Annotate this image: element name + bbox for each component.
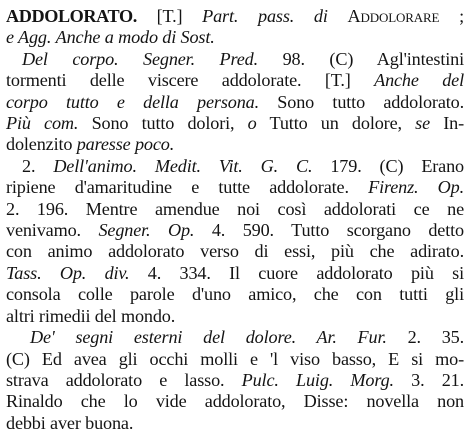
entry-line-6 [6,113,464,134]
italic-run: Firenz. Op. [368,177,464,198]
italic-run: corpo tutto e della persona. [6,91,259,112]
dictionary-entry-addolorato [6,6,464,434]
italic-run: De' segni esterni del dolore. Ar. Fur. [30,327,387,348]
italic-run: Anche a modo di Sost. [55,27,215,48]
text-run: tormenti delle viscere addolorate. [T.] [6,70,375,91]
italic-run: Part. pass. di [202,6,348,26]
text-run: Sono tutto dolori, [78,113,248,134]
text-run: 3. 21. [393,369,464,390]
text-run: dolenzito [6,134,77,155]
entry-line-2 [6,27,464,48]
text-run: venivamo. [6,220,99,241]
text-run: Tutto un dolore, [256,113,416,134]
entry-line-8 [6,156,464,177]
entry-line-14 [6,284,464,305]
italic-run: Più com. [6,113,79,134]
text-run: ripiene d'amaritudine e tutte addolorate. [6,177,369,198]
italic-run: Anche del [374,70,465,91]
italic-run: se [415,113,431,134]
text-run: (C) Ed avea gli occhi molli e 'l viso basso, E si mo- [6,348,464,369]
text-run: debbi aver buona. [6,412,134,433]
entry-line-16 [6,327,464,348]
text-run: 2. 196. Mentre amendue noi così addolorati ce ne [6,198,464,219]
text-run: Rinaldo che lo vide addolorato, Disse: novella non [6,391,464,412]
text-run: consola colle parole d'uno amico, che con tutti gli [6,284,464,305]
entry-line-4 [6,70,464,91]
text-run: altri rimedii del mondo. [6,305,176,326]
entry-line-10 [6,199,464,220]
entry-line-17 [6,349,464,370]
italic-run: e [6,27,18,48]
text-run: 179. (C) Erano [312,155,464,176]
italic-run: Del corpo. Segner. Pred. [22,48,259,69]
entry-line-13 [6,263,464,284]
entry-line-20 [6,413,464,434]
entry-line-3 [6,49,464,70]
entry-line-18 [6,370,464,391]
italic-run: Dell'animo. Medit. Vit. G. C. [53,155,313,176]
entry-line-19 [6,391,464,412]
text-run: 98. (C) Agl'intestini [258,48,464,69]
italic-run: paresse poco. [76,134,175,155]
text-run: con animo addolorato verso di essi, più che adirato. [6,241,464,262]
italic-run: o [247,113,257,134]
text-run: Sono tutto addolorato. [259,91,464,112]
text-run: 2. 35. [386,327,464,348]
italic-run: Tass. Op. div. [6,262,130,283]
text-run: 2. [22,155,54,176]
entry-line-1 [6,6,464,27]
text-run: strava addolorato e lasso. [6,369,242,390]
entry-line-11 [6,220,464,241]
text-run: ; [439,6,464,26]
entry-line-7 [6,134,464,155]
text-run: [T.] [136,6,203,26]
entry-line-15 [6,306,464,327]
small-caps-run: Addolorare [347,6,440,26]
entry-line-9 [6,177,464,198]
text-run: In- [430,113,465,134]
italic-run: Agg. [18,27,52,48]
italic-run: Segner. Op. [98,220,195,241]
text-run: 4. 590. Tutto scorgano detto [194,220,464,241]
entry-line-5 [6,92,464,113]
text-run: 4. 334. Il cuore addolorato più si [129,262,464,283]
entry-line-12 [6,241,464,262]
italic-run: Pulc. Luig. Morg. [241,369,394,390]
headword: ADDOLORATO. [6,6,137,26]
